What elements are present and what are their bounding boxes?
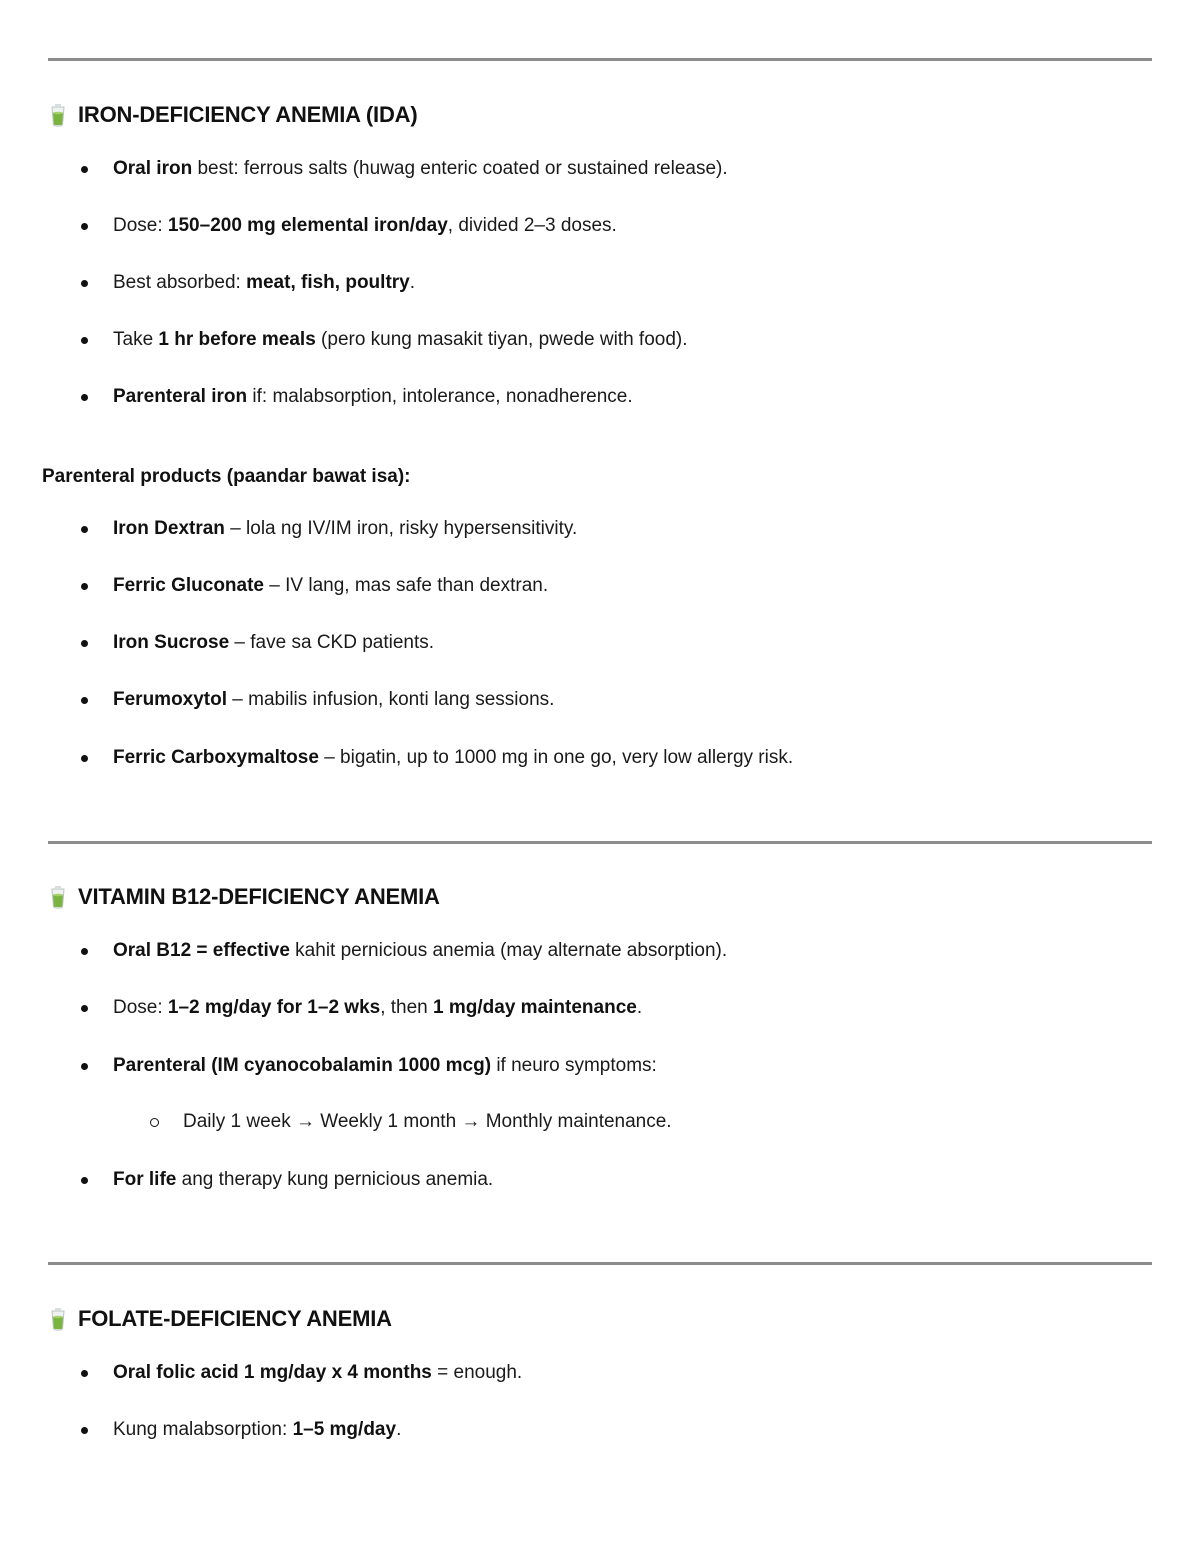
item-text: Kung malabsorption: bbox=[113, 1419, 293, 1440]
circle-bullet-icon bbox=[150, 1118, 159, 1127]
bold-text: For life bbox=[113, 1169, 177, 1190]
item-text: . bbox=[396, 1419, 402, 1440]
bullet-icon bbox=[81, 526, 88, 533]
bullet-icon bbox=[81, 1005, 88, 1012]
bold-text: Iron Dextran bbox=[113, 518, 225, 539]
section-heading-iron bbox=[48, 99, 417, 131]
glass-icon bbox=[48, 884, 68, 910]
item-text: , then bbox=[380, 997, 434, 1018]
list-item bbox=[78, 629, 434, 657]
bold-text: 1–5 mg/day bbox=[292, 1419, 397, 1440]
divider bbox=[48, 841, 1152, 844]
list-item bbox=[78, 994, 642, 1022]
section-heading-folate bbox=[48, 1303, 392, 1335]
item-text: , divided 2–3 doses. bbox=[447, 215, 617, 236]
bullet-icon bbox=[81, 280, 88, 287]
item-text: ang therapy kung pernicious anemia. bbox=[176, 1169, 494, 1190]
item-text: Daily 1 week → Weekly 1 month → Monthly maintenance. bbox=[183, 1111, 672, 1132]
bold-text: Ferric Gluconate bbox=[113, 575, 264, 596]
item-text: . bbox=[636, 997, 643, 1018]
section-heading-b12 bbox=[48, 881, 440, 913]
list-item bbox=[78, 212, 617, 240]
bold-text: Ferric Carboxymaltose bbox=[113, 747, 319, 768]
bullet-icon bbox=[81, 394, 88, 401]
bold-text: 1 hr before meals bbox=[158, 329, 316, 350]
list-item bbox=[78, 1416, 401, 1444]
bold-text: Iron Sucrose bbox=[113, 632, 230, 653]
bullet-icon bbox=[81, 337, 88, 344]
divider bbox=[48, 1262, 1152, 1265]
section-title: IRON-DEFICIENCY ANEMIA (IDA) bbox=[78, 102, 418, 127]
bullet-icon bbox=[81, 697, 88, 704]
list-item bbox=[78, 937, 727, 965]
bold-text: 150–200 mg elemental iron/day bbox=[167, 215, 448, 236]
item-text: Best absorbed: bbox=[113, 272, 247, 293]
list-item bbox=[78, 515, 577, 543]
item-text: Dose: bbox=[113, 215, 168, 236]
item-text: best: ferrous salts (huwag enteric coated or sustained release). bbox=[192, 158, 728, 179]
item-text: Take bbox=[113, 329, 159, 350]
item-text: kahit pernicious anemia (may alternate absorption). bbox=[289, 940, 728, 961]
list-item bbox=[78, 686, 554, 714]
glass-icon bbox=[48, 1306, 68, 1332]
glass-icon bbox=[48, 102, 68, 128]
item-text: – mabilis infusion, konti lang sessions. bbox=[227, 689, 555, 710]
list-item bbox=[78, 269, 415, 297]
bullet-icon bbox=[81, 1177, 88, 1184]
bullet-icon bbox=[81, 1063, 88, 1070]
bullet-icon bbox=[81, 640, 88, 647]
list-item bbox=[78, 383, 633, 411]
item-text: = enough. bbox=[431, 1362, 523, 1383]
item-text: if: malabsorption, intolerance, nonadherence. bbox=[247, 386, 633, 407]
bold-text: Parenteral (IM cyanocobalamin 1000 mcg) bbox=[113, 1055, 492, 1076]
list-item bbox=[78, 572, 548, 600]
bullet-icon bbox=[81, 1427, 88, 1434]
section-title: VITAMIN B12-DEFICIENCY ANEMIA bbox=[78, 884, 440, 909]
section-title: FOLATE-DEFICIENCY ANEMIA bbox=[78, 1306, 392, 1331]
item-text: Dose: bbox=[113, 997, 168, 1018]
list-item bbox=[78, 1052, 657, 1080]
bold-text: Oral B12 = effective bbox=[113, 940, 290, 961]
divider bbox=[48, 58, 1152, 61]
item-text: – IV lang, mas safe than dextran. bbox=[264, 575, 549, 596]
bold-text: Oral folic acid 1 mg/day x 4 months bbox=[113, 1362, 432, 1383]
list-item bbox=[78, 1166, 493, 1194]
bold-text: 1–2 mg/day for 1–2 wks bbox=[167, 997, 381, 1018]
list-item bbox=[78, 326, 688, 354]
list-item bbox=[78, 155, 728, 183]
bullet-icon bbox=[81, 583, 88, 590]
bullet-icon bbox=[81, 1370, 88, 1377]
item-text: if neuro symptoms: bbox=[491, 1055, 657, 1076]
list-item bbox=[78, 1359, 522, 1387]
bullet-icon bbox=[81, 166, 88, 173]
bold-text: 1 mg/day maintenance bbox=[433, 997, 637, 1018]
item-text: – lola ng IV/IM iron, risky hypersensitivity. bbox=[224, 518, 578, 539]
subheading: Parenteral products (paandar bawat isa): bbox=[42, 466, 411, 487]
bullet-icon bbox=[81, 948, 88, 955]
item-text: . bbox=[409, 272, 416, 293]
item-text: (pero kung masakit tiyan, pwede with food). bbox=[315, 329, 688, 350]
item-text: – bigatin, up to 1000 mg in one go, very low allergy risk. bbox=[318, 747, 794, 768]
list-item bbox=[78, 744, 793, 772]
sub-list-item bbox=[148, 1108, 672, 1136]
bold-text: meat, fish, poultry bbox=[246, 272, 410, 293]
bold-text: Parenteral iron bbox=[113, 386, 248, 407]
bullet-icon bbox=[81, 755, 88, 762]
bold-text: Ferumoxytol bbox=[113, 689, 228, 710]
bold-text: Oral iron bbox=[113, 158, 193, 179]
item-text: – fave sa CKD patients. bbox=[229, 632, 435, 653]
bullet-icon bbox=[81, 223, 88, 230]
